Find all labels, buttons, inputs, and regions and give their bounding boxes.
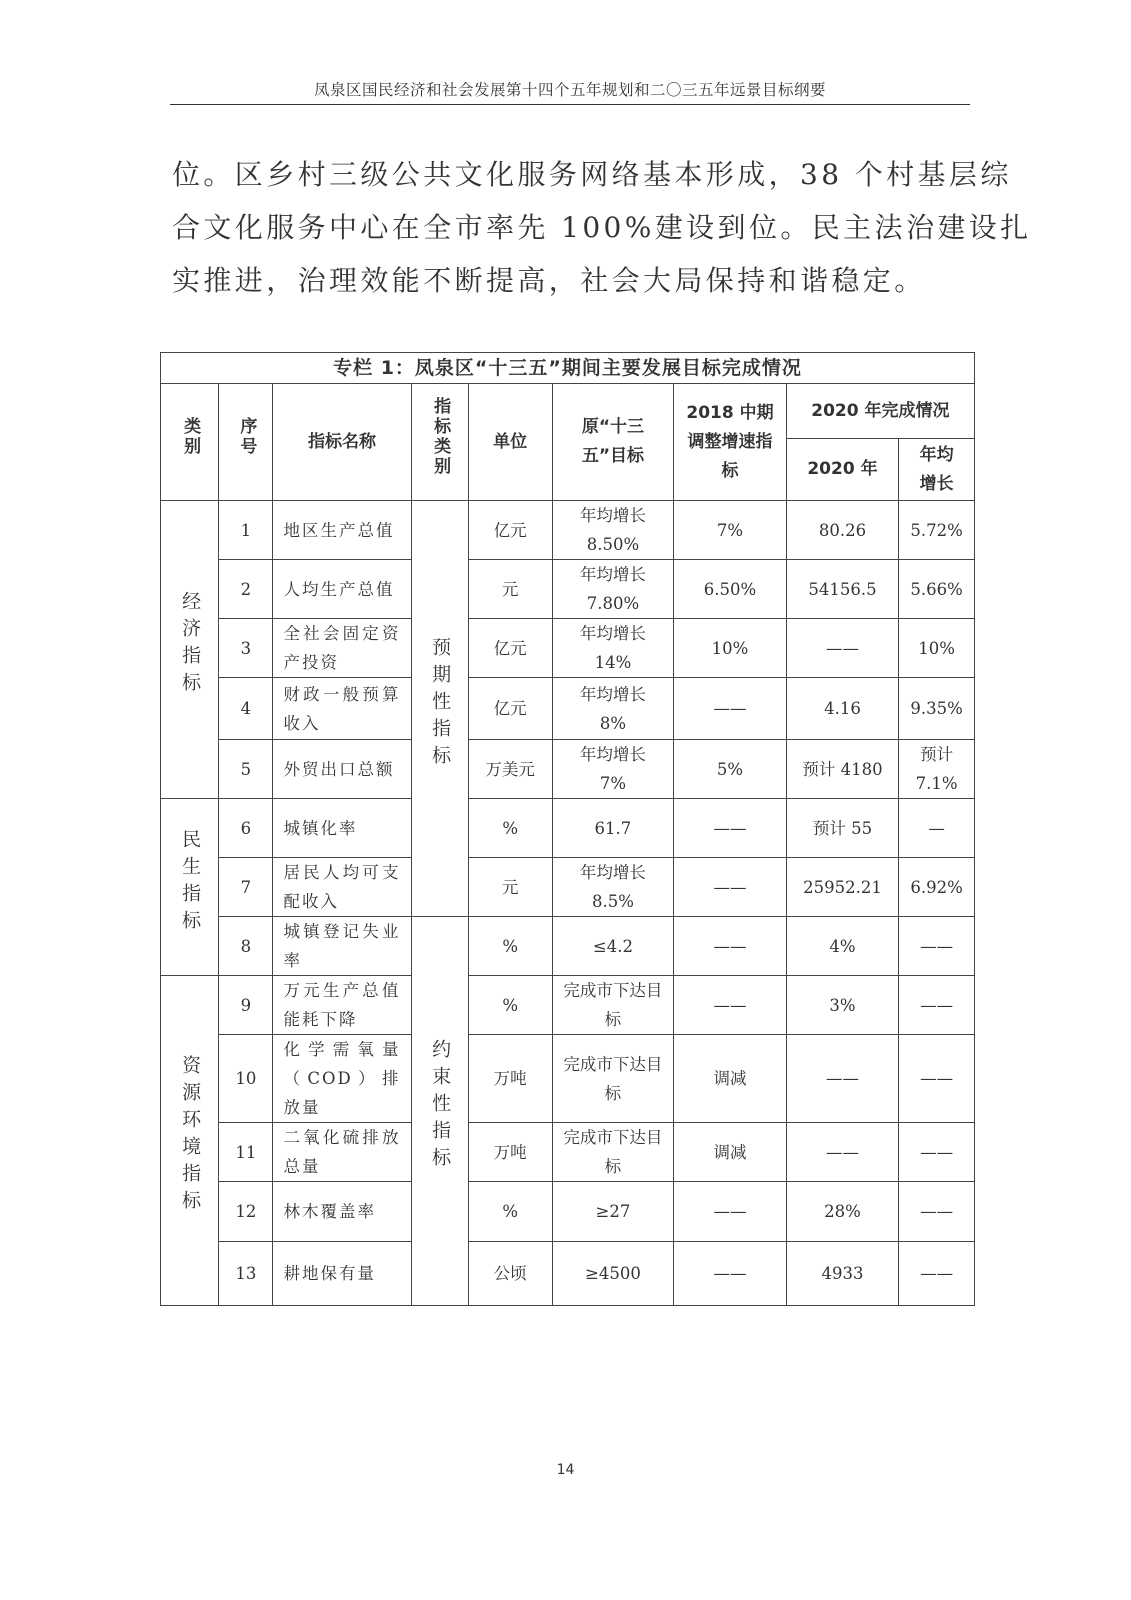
adj-cell: —— (674, 799, 786, 858)
unit-cell: 亿元 (468, 678, 552, 740)
unit-cell: 万吨 (468, 1035, 552, 1123)
name-cell: 化学需氧量（COD）排放量 (273, 1035, 411, 1123)
target-cell: ≥27 (552, 1182, 674, 1242)
unit-cell: 亿元 (468, 501, 552, 560)
adj-cell: 7% (674, 501, 786, 560)
target-cell: 年均增长 7.80% (552, 560, 674, 619)
unit-cell: % (468, 976, 552, 1035)
target-cell: 年均增长 8.50% (552, 501, 674, 560)
value-2020-cell: 预计 55 (786, 799, 898, 858)
body-line: 合文化服务中心在全市率先 100%建设到位。民主法治建设扎 (172, 211, 1032, 244)
unit-cell: 公顷 (468, 1242, 552, 1306)
name-cell: 人均生产总值 (273, 560, 411, 619)
growth-cell: 5.66% (899, 560, 975, 619)
adj-cell: —— (674, 1182, 786, 1242)
header-completion-2020: 2020 年完成情况 (786, 384, 974, 439)
name-cell: 林木覆盖率 (273, 1182, 411, 1242)
seq-cell: 7 (219, 858, 273, 917)
seq-cell: 9 (219, 976, 273, 1035)
value-2020-cell: 54156.5 (786, 560, 898, 619)
header-seq: 序号 (219, 384, 273, 501)
seq-cell: 4 (219, 678, 273, 740)
category-cell: 资源环境指标 (161, 976, 219, 1306)
table-row (161, 560, 975, 619)
table-row (161, 976, 975, 1035)
target-cell: ≤4.2 (552, 917, 674, 976)
value-2020-cell: 80.26 (786, 501, 898, 560)
target-cell: 完成市下达目标 (552, 976, 674, 1035)
growth-cell: —— (899, 1123, 975, 1182)
name-cell: 全社会固定资产投资 (273, 619, 411, 678)
table-row (161, 917, 975, 976)
growth-cell: —— (899, 1242, 975, 1306)
growth-cell: 9.35% (899, 678, 975, 740)
header-adjusted-2018: 2018 中期调整增速指标 (674, 384, 786, 501)
target-cell: 年均增长 7% (552, 740, 674, 799)
table-row (161, 1123, 975, 1182)
growth-cell: 10% (899, 619, 975, 678)
unit-cell: 万吨 (468, 1123, 552, 1182)
unit-cell: % (468, 799, 552, 858)
name-cell: 地区生产总值 (273, 501, 411, 560)
body-line: 位。区乡村三级公共文化服务网络基本形成，38 个村基层综 (172, 158, 1012, 191)
value-2020-cell: —— (786, 1123, 898, 1182)
target-cell: 年均增长 14% (552, 619, 674, 678)
adj-cell: —— (674, 858, 786, 917)
value-2020-cell: 25952.21 (786, 858, 898, 917)
indicator-table (160, 352, 975, 1306)
header-rule (170, 104, 970, 105)
growth-cell: 5.72% (899, 501, 975, 560)
name-cell: 万元生产总值能耗下降 (273, 976, 411, 1035)
unit-cell: 万美元 (468, 740, 552, 799)
unit-cell: 元 (468, 560, 552, 619)
growth-cell: —— (899, 1035, 975, 1123)
adj-cell: 调减 (674, 1035, 786, 1123)
table-row (161, 799, 975, 858)
indicator-type-cell: 约束性指标 (411, 917, 468, 1306)
growth-cell: —— (899, 917, 975, 976)
seq-cell: 6 (219, 799, 273, 858)
adj-cell: —— (674, 1242, 786, 1306)
growth-cell: 6.92% (899, 858, 975, 917)
seq-cell: 2 (219, 560, 273, 619)
header-year-2020: 2020 年 (786, 439, 898, 501)
target-cell: 年均增长 8% (552, 678, 674, 740)
adj-cell: 调减 (674, 1123, 786, 1182)
growth-cell: — (899, 799, 975, 858)
indicator-type-cell: 预期性指标 (411, 501, 468, 917)
adj-cell: 10% (674, 619, 786, 678)
table-row (161, 858, 975, 917)
adj-cell: —— (674, 976, 786, 1035)
unit-cell: % (468, 917, 552, 976)
adj-cell: —— (674, 917, 786, 976)
body-paragraph (172, 148, 1032, 307)
table-row (161, 678, 975, 740)
target-cell: 61.7 (552, 799, 674, 858)
unit-cell: 亿元 (468, 619, 552, 678)
page-number: 14 (556, 1462, 575, 1478)
value-2020-cell: —— (786, 1035, 898, 1123)
target-cell: 年均增长 8.5% (552, 858, 674, 917)
seq-cell: 1 (219, 501, 273, 560)
adj-cell: 6.50% (674, 560, 786, 619)
growth-cell: —— (899, 976, 975, 1035)
category-cell: 民生指标 (161, 799, 219, 976)
table-row (161, 740, 975, 799)
target-cell: ≥4500 (552, 1242, 674, 1306)
seq-cell: 5 (219, 740, 273, 799)
header-unit: 单位 (468, 384, 552, 501)
seq-cell: 11 (219, 1123, 273, 1182)
table-row (161, 501, 975, 560)
body-line: 实推进，治理效能不断提高，社会大局保持和谐稳定。 (172, 264, 926, 297)
name-cell: 耕地保有量 (273, 1242, 411, 1306)
growth-cell: —— (899, 1182, 975, 1242)
target-cell: 完成市下达目标 (552, 1035, 674, 1123)
name-cell: 城镇登记失业率 (273, 917, 411, 976)
header-indicator-type: 指标类别 (411, 384, 468, 501)
adj-cell: 5% (674, 740, 786, 799)
name-cell: 居民人均可支配收入 (273, 858, 411, 917)
header-name: 指标名称 (273, 384, 411, 501)
header-avg-growth: 年均增长 (899, 439, 975, 501)
growth-cell: 预计 7.1% (899, 740, 975, 799)
seq-cell: 10 (219, 1035, 273, 1123)
value-2020-cell: 4.16 (786, 678, 898, 740)
value-2020-cell: 4% (786, 917, 898, 976)
header-category: 类别 (161, 384, 219, 501)
seq-cell: 13 (219, 1242, 273, 1306)
table-row (161, 1035, 975, 1123)
seq-cell: 8 (219, 917, 273, 976)
name-cell: 城镇化率 (273, 799, 411, 858)
category-cell: 经济指标 (161, 501, 219, 799)
running-header: 凤泉区国民经济和社会发展第十四个五年规划和二〇三五年远景目标纲要 (313, 81, 826, 99)
seq-cell: 3 (219, 619, 273, 678)
table-row (161, 619, 975, 678)
target-cell: 完成市下达目标 (552, 1123, 674, 1182)
value-2020-cell: 28% (786, 1182, 898, 1242)
value-2020-cell: 4933 (786, 1242, 898, 1306)
table-caption: 专栏 1：凤泉区“十三五”期间主要发展目标完成情况 (161, 353, 975, 384)
header-original-target: 原“十三五”目标 (552, 384, 674, 501)
adj-cell: —— (674, 678, 786, 740)
seq-cell: 12 (219, 1182, 273, 1242)
table-row (161, 1182, 975, 1242)
unit-cell: 元 (468, 858, 552, 917)
unit-cell: % (468, 1182, 552, 1242)
value-2020-cell: 预计 4180 (786, 740, 898, 799)
name-cell: 二氧化硫排放总量 (273, 1123, 411, 1182)
value-2020-cell: 3% (786, 976, 898, 1035)
name-cell: 财政一般预算收入 (273, 678, 411, 740)
name-cell: 外贸出口总额 (273, 740, 411, 799)
value-2020-cell: —— (786, 619, 898, 678)
table-row (161, 1242, 975, 1306)
